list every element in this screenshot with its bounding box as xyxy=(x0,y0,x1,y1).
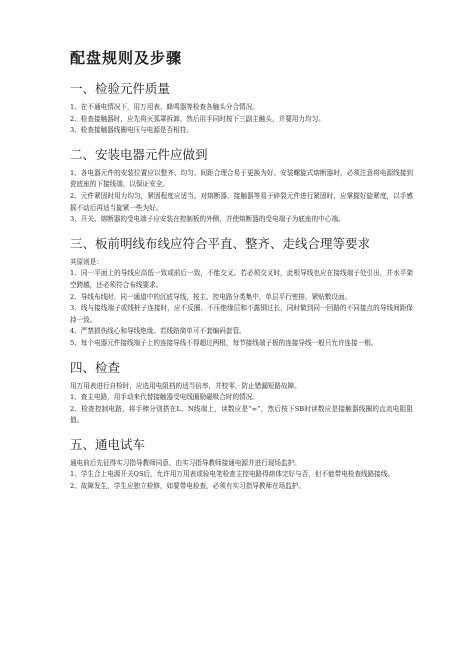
section-check xyxy=(70,359,413,427)
section-inspect-components xyxy=(70,80,413,137)
section-heading: 四、检查 xyxy=(70,359,121,375)
paragraph: 5、每个电器元件接线端子上的连接导线不得超过两根，每节接线端子板的连接导线一般只允许连接一根。 xyxy=(70,338,378,347)
paragraph: 2、故障发生，学生应独立检修，如要带电检查，必须有实习指导教师在场监护。 xyxy=(70,482,305,491)
paragraph: 1、学生合上电源开关QS后，允许用万用表或验电笔检查主控电路得熔体完好与否，但不能带电检查线路接线。 xyxy=(70,470,395,479)
paragraph: 4、严禁损伤线心和导线绝缘。若线路简单可不套编码套管。 xyxy=(70,327,246,336)
section-power-on-test xyxy=(70,436,413,493)
paragraph: 其原则是： xyxy=(70,257,103,266)
paragraph: 3、开关、熔断器的受电端子应安装在控制板的外侧，并使熔断器的受电端子为底座的中心端。 xyxy=(70,215,345,224)
paragraph: 1、在不通电情况下，用万用表、蜂鸣器等检查各触头分合情况。 xyxy=(70,103,259,111)
paragraph: 1、查主电路，用手动来代替接触器受电线圈励磁吸合时的情况。 xyxy=(70,393,259,402)
section-heading: 五、通电试车 xyxy=(70,436,146,452)
section-wiring-requirements xyxy=(70,235,413,350)
paragraph: 1、各电器元件的安装位置应以整齐、均匀、间距合理合易于更换为好。安装螺旋式熔断器时，必须注意将电源线接到瓷底座的下接线端，以保证安全。 xyxy=(70,168,413,189)
paragraph: 1、同一平面上的导线应高低一致或前后一致，不能交叉。若必须交叉时，此根导线也应在接线端子处引出，并水平架空跨越，还必须符合布线要求。 xyxy=(70,269,413,289)
paragraph: 通电前后先征得实习指导教师同意，由实习指导教师接通电源并进行现场监护。 xyxy=(70,458,301,467)
section-heading: 二、安装电器元件应做到 xyxy=(70,146,208,162)
section-heading: 一、检验元件质量 xyxy=(70,81,171,96)
section-install-components xyxy=(70,146,413,226)
paragraph: 3、线与接线端子或线桩子连接时，应不反圈、不压绝缘层和不露铜过长，同时做到同一回路的不同接点的导线间距保持一致。 xyxy=(70,304,413,324)
paragraph: 用万用表进行自检时，应选用电阻档的适当倍率，并校零，防止错漏短路故障。 xyxy=(70,381,301,390)
paragraph: 2、元件紧固时用力均匀，紧固程度应适当。对熔断器、接触器等易于碎裂元件进行紧固时，应掌握好旋紧度，以手感摇不动后再适当旋紧一些为好。 xyxy=(70,191,413,212)
section-heading: 三、板前明线布线应符合平直、整齐、走线合理等要求 xyxy=(70,235,371,251)
paragraph: 2、导线布线时，同一通道中的沉底导线，按主、控电路分类集中，单层平行密排，紧贴敷设面。 xyxy=(70,292,352,301)
paragraph: 2、检查控制电路，将手棒分别搭在L、N线端上，读数应是“∞”，然后按下SB时读数应是接触器线圈的直流电阻阻值。 xyxy=(70,404,413,425)
paragraph: 3、检查接触器线圈电压与电源是否相符。 xyxy=(70,126,193,135)
page-title: 配盘规则及步骤 xyxy=(70,49,183,67)
paragraph: 2、检查接触器时，应先将灭弧罩拆卸，然后用手同时按下三副主触头，并要用力均匀。 xyxy=(70,114,325,123)
